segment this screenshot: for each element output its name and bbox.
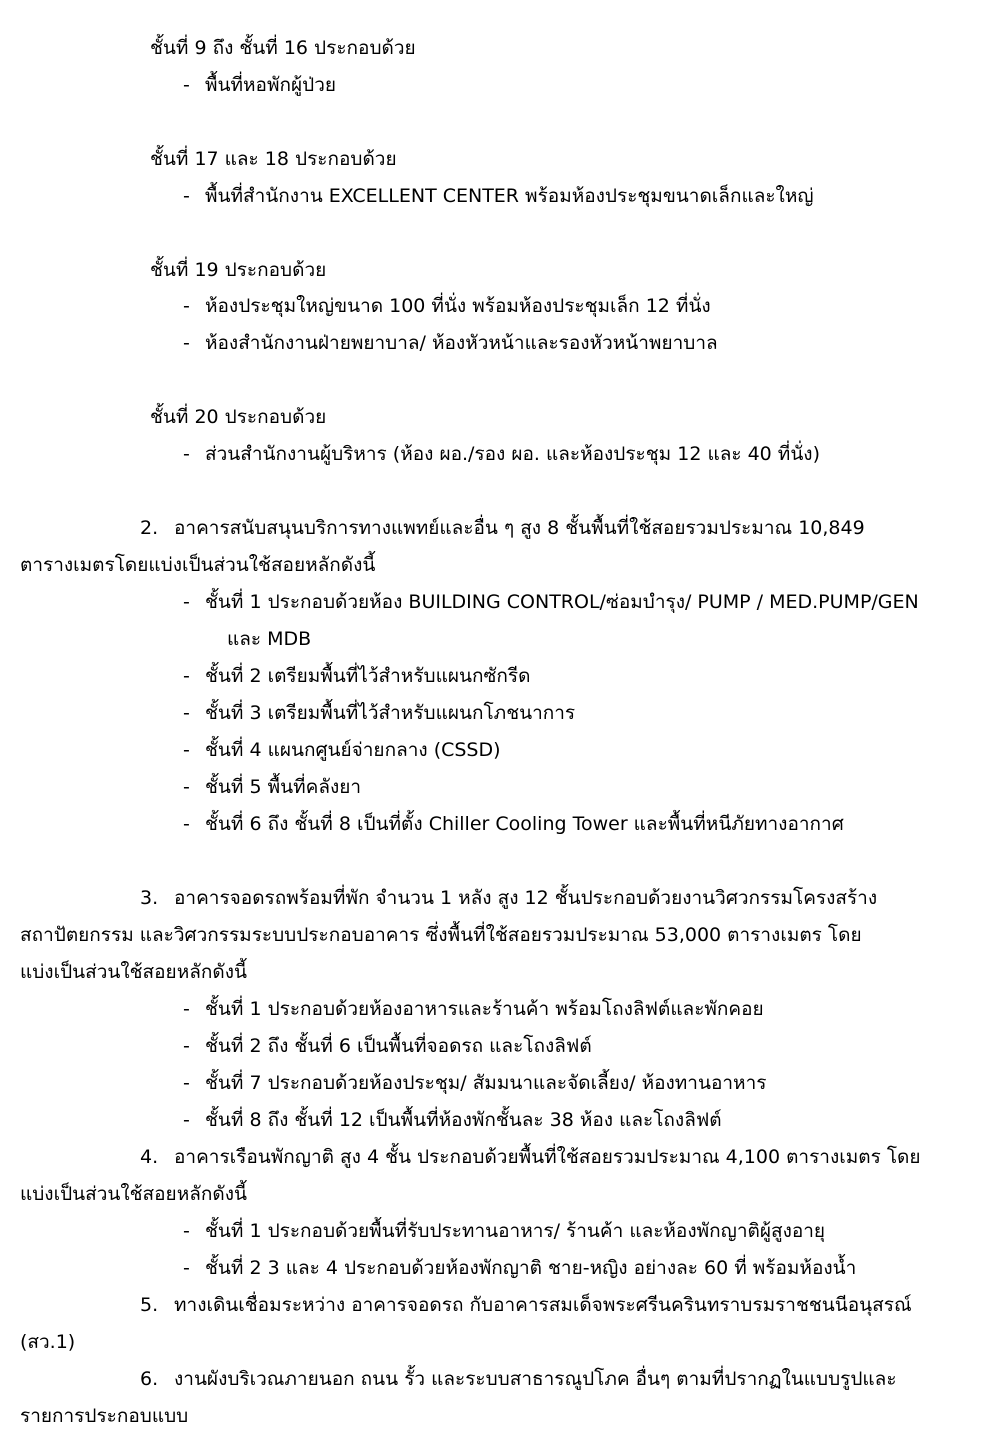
section-2-line-2: ตารางเมตรโดยแบ่งเป็นส่วนใช้สอยหลักดังนี้ xyxy=(20,554,376,576)
list-item-text: ชั้นที่ 8 ถึง ชั้นที่ 12 เป็นพื้นที่ห้องพักชั้นละ 38 ห้อง และโถงลิฟต์ xyxy=(205,1109,722,1131)
paragraph-text: อาคารสนับสนุนบริการทางแพทย์และอื่น ๆ สูง 8 ชั้นพื้นที่ใช้สอยรวมประมาณ 10,849 xyxy=(174,517,865,539)
section-3-line-2: สถาปัตยกรรม และวิศวกรรมระบบประกอบอาคาร ซึ่งพื้นที่ใช้สอยรวมประมาณ 53,000 ตารางเมตร โดย xyxy=(20,924,862,946)
floor-17-18-item xyxy=(183,184,814,208)
section-3-line-3: แบ่งเป็นส่วนใช้สอยหลักดังนี้ xyxy=(20,961,247,983)
bullet-dash: - xyxy=(183,1035,190,1057)
section-2-item xyxy=(183,812,844,836)
section-2-item-continuation: และ MDB xyxy=(227,628,312,650)
floor-17-18-heading: ชั้นที่ 17 และ 18 ประกอบด้วย xyxy=(150,148,397,170)
list-item-text: ชั้นที่ 1 ประกอบด้วยพื้นที่รับประทานอาหาร/ ร้านค้า และห้องพักญาติผู้สูงอายุ xyxy=(205,1220,826,1242)
section-4-line-1 xyxy=(140,1145,921,1169)
floor-9-16-item xyxy=(183,73,336,97)
section-4-line-2: แบ่งเป็นส่วนใช้สอยหลักดังนี้ xyxy=(20,1183,247,1205)
floor-19-item xyxy=(183,294,711,318)
section-number: 6. xyxy=(140,1368,159,1390)
list-item-text: ชั้นที่ 1 ประกอบด้วยห้อง BUILDING CONTROL/ซ่อมบำรุง/ PUMP / MED.PUMP/GEN xyxy=(205,591,919,613)
list-item-text: ชั้นที่ 5 พื้นที่คลังยา xyxy=(205,776,362,798)
section-2-item xyxy=(183,701,575,725)
list-item-text: ชั้นที่ 1 ประกอบด้วยห้องอาหารและร้านค้า พร้อมโถงลิฟต์และพักคอย xyxy=(205,998,764,1020)
section-6-line-1 xyxy=(140,1367,897,1391)
paragraph-text: ทางเดินเชื่อมระหว่าง อาคารจอดรถ กับอาคารสมเด็จพระศรีนครินทราบรมราชชนนีอนุสรณ์ xyxy=(174,1294,912,1316)
paragraph-text: อาคารเรือนพักญาติ สูง 4 ชั้น ประกอบด้วยพื้นที่ใช้สอยรวมประมาณ 4,100 ตารางเมตร โดย xyxy=(174,1146,921,1168)
paragraph-text: อาคารจอดรถพร้อมที่พัก จำนวน 1 หลัง สูง 12 ชั้นประกอบด้วยงานวิศวกรรมโครงสร้าง xyxy=(174,887,878,909)
bullet-dash: - xyxy=(183,185,190,207)
bullet-dash: - xyxy=(183,1072,190,1094)
bullet-dash: - xyxy=(183,813,190,835)
section-3-item xyxy=(183,997,764,1021)
list-item-text: ห้องสำนักงานฝ่ายพยาบาล/ ห้องหัวหน้าและรองหัวหน้าพยาบาล xyxy=(205,332,718,354)
section-4-item xyxy=(183,1256,856,1280)
section-number: 4. xyxy=(140,1146,159,1168)
section-2-item xyxy=(183,590,919,614)
bullet-dash: - xyxy=(183,591,190,613)
bullet-dash: - xyxy=(183,295,190,317)
section-3-item xyxy=(183,1071,766,1095)
bullet-dash: - xyxy=(183,1257,190,1279)
section-4-item xyxy=(183,1219,825,1243)
list-item-text: ชั้นที่ 2 3 และ 4 ประกอบด้วยห้องพักญาติ ชาย-หญิง อย่างละ 60 ที่ พร้อมห้องน้ำ xyxy=(205,1257,857,1279)
bullet-dash: - xyxy=(183,1220,190,1242)
section-5-line-1 xyxy=(140,1293,912,1317)
list-item-text: ชั้นที่ 7 ประกอบด้วยห้องประชุม/ สัมมนาและจัดเลี้ยง/ ห้องทานอาหาร xyxy=(205,1072,767,1094)
section-3-line-1 xyxy=(140,886,877,910)
section-number: 3. xyxy=(140,887,159,909)
list-item-text: พื้นที่สำนักงาน EXCELLENT CENTER พร้อมห้องประชุมขนาดเล็กและใหญ่ xyxy=(205,185,814,207)
floor-19-heading: ชั้นที่ 19 ประกอบด้วย xyxy=(150,259,327,281)
list-item-text: ชั้นที่ 4 แผนกศูนย์จ่ายกลาง (CSSD) xyxy=(205,739,501,761)
floor-20-heading: ชั้นที่ 20 ประกอบด้วย xyxy=(150,406,327,428)
list-item-text: ส่วนสำนักงานผู้บริหาร (ห้อง ผอ./รอง ผอ. และห้องประชุม 12 และ 40 ที่นั่ง) xyxy=(205,443,820,465)
list-item-text: ชั้นที่ 6 ถึง ชั้นที่ 8 เป็นที่ตั้ง Chiller Cooling Tower และพื้นที่หนีภัยทางอากาศ xyxy=(205,813,844,835)
bullet-dash: - xyxy=(183,332,190,354)
list-item-text: ชั้นที่ 2 เตรียมพื้นที่ไว้สำหรับแผนกซักรีด xyxy=(205,665,531,687)
bullet-dash: - xyxy=(183,998,190,1020)
bullet-dash: - xyxy=(183,739,190,761)
floor-19-item xyxy=(183,331,718,355)
list-item-text: พื้นที่หอพักผู้ป่วย xyxy=(205,74,336,96)
section-6-line-2: รายการประกอบแบบ xyxy=(20,1405,189,1427)
floor-9-16-heading: ชั้นที่ 9 ถึง ชั้นที่ 16 ประกอบด้วย xyxy=(150,37,416,59)
list-item-text: ชั้นที่ 2 ถึง ชั้นที่ 6 เป็นพื้นที่จอดรถ และโถงลิฟต์ xyxy=(205,1035,592,1057)
section-3-item xyxy=(183,1034,592,1058)
section-3-item xyxy=(183,1108,722,1132)
section-2-item xyxy=(183,738,501,762)
section-2-item xyxy=(183,775,361,799)
section-2-item xyxy=(183,664,530,688)
section-5-line-2: (สว.1) xyxy=(20,1331,76,1353)
list-item-text: ห้องประชุมใหญ่ขนาด 100 ที่นั่ง พร้อมห้องประชุมเล็ก 12 ที่นั่ง xyxy=(205,295,711,317)
bullet-dash: - xyxy=(183,1109,190,1131)
list-item-text: ชั้นที่ 3 เตรียมพื้นที่ไว้สำหรับแผนกโภชนาการ xyxy=(205,702,576,724)
section-number: 2. xyxy=(140,517,159,539)
bullet-dash: - xyxy=(183,665,190,687)
paragraph-text: งานผังบริเวณภายนอก ถนน รั้ว และระบบสาธารณูปโภค อื่นๆ ตามที่ปรากฏในแบบรูปและ xyxy=(174,1368,897,1390)
floor-20-item xyxy=(183,442,820,466)
bullet-dash: - xyxy=(183,776,190,798)
bullet-dash: - xyxy=(183,702,190,724)
section-number: 5. xyxy=(140,1294,159,1316)
bullet-dash: - xyxy=(183,74,190,96)
section-2-line-1 xyxy=(140,516,865,540)
bullet-dash: - xyxy=(183,443,190,465)
